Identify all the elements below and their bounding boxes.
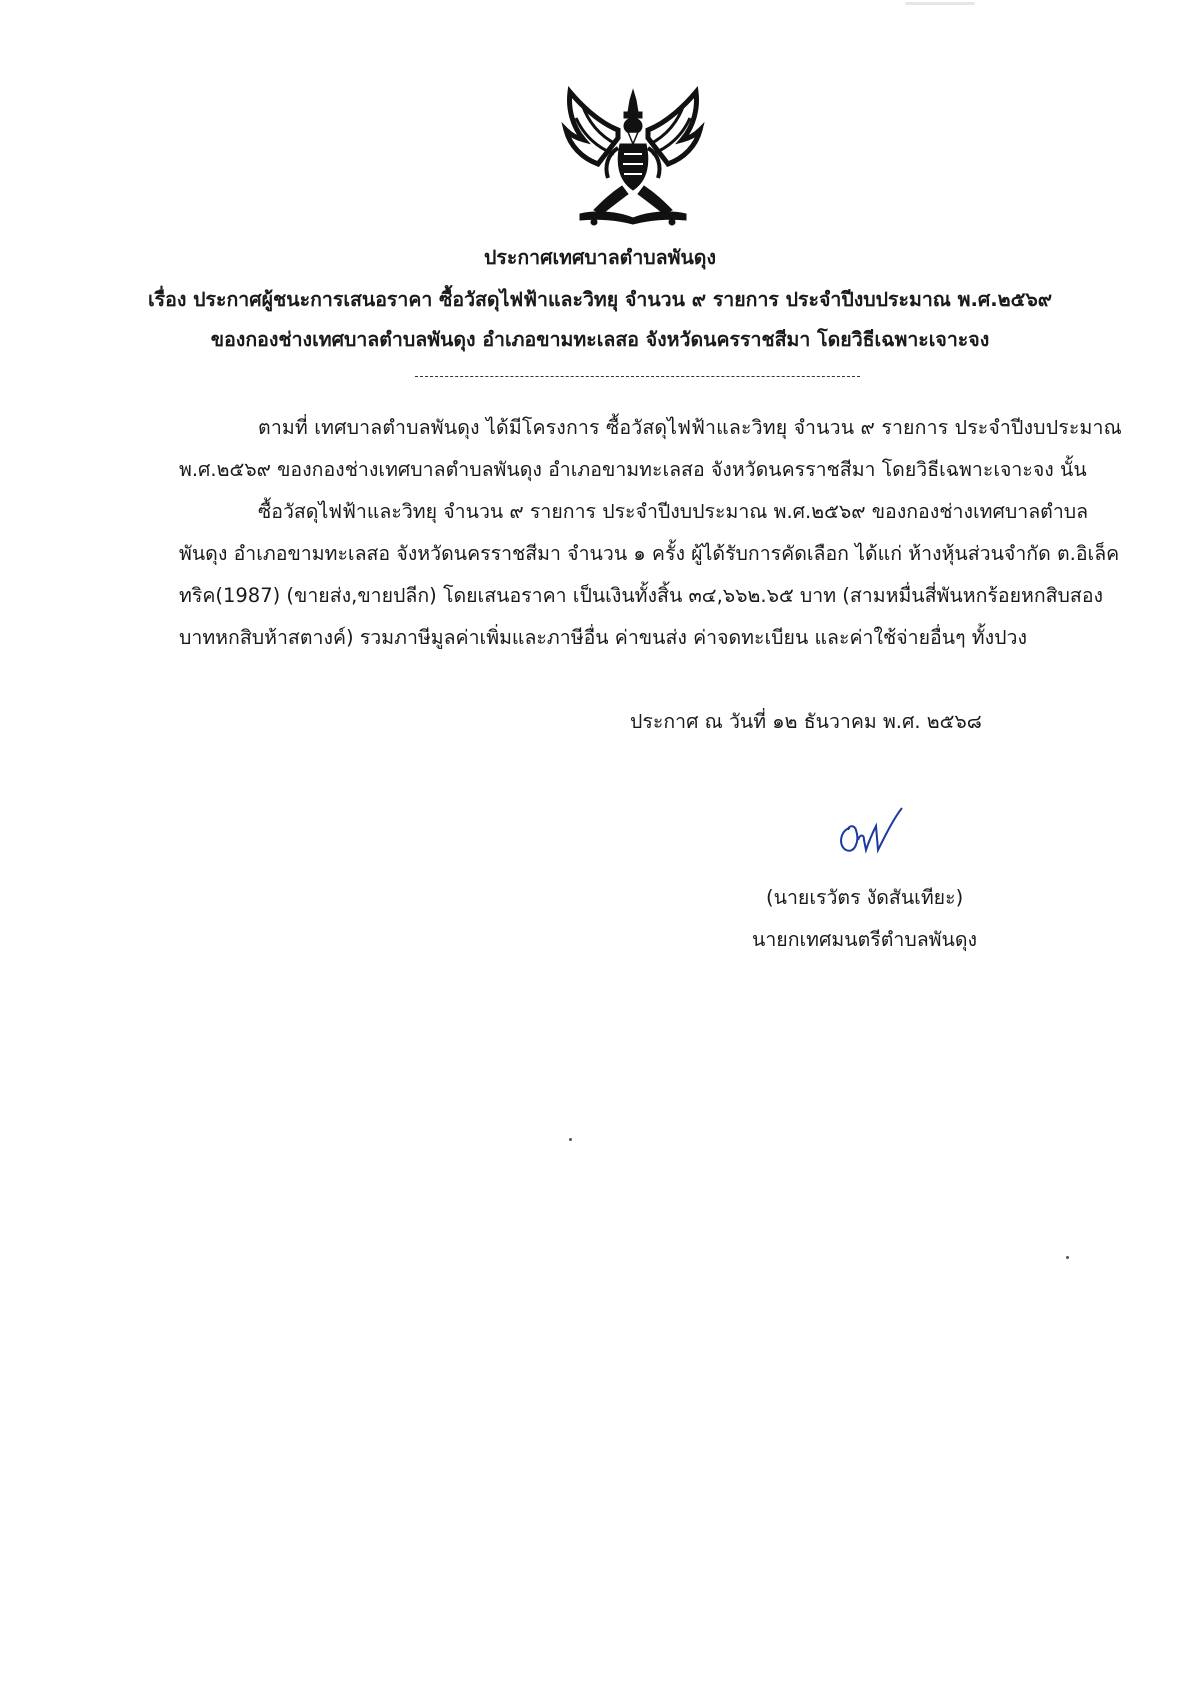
announcement-title: ประกาศเทศบาลตำบลพันดุง bbox=[484, 246, 716, 269]
paragraph-2-line-1: ซื้อวัสดุไฟฟ้าและวิทยุ จำนวน ๙ รายการ ประจำปีงบประมาณ พ.ศ.๒๕๖๙ ของกองช่างเทศบาลตำบล bbox=[258, 500, 1089, 523]
signer-position: นายกเทศมนตรีตำบลพันดุง bbox=[752, 928, 978, 951]
paragraph-1-line-2: พ.ศ.๒๕๖๙ ของกองช่างเทศบาลตำบลพันดุง อำเภอขามทะเลสอ จังหวัดนครราชสีมา โดยวิธีเฉพาะเจาะจง นั้น bbox=[179, 458, 1087, 481]
signature-image bbox=[830, 800, 910, 870]
signer-name: (นายเรวัตร งัดสันเทียะ) bbox=[766, 886, 964, 909]
paragraph-1-line-1: ตามที่ เทศบาลตำบลพันดุง ได้มีโครงการ ซื้อวัสดุไฟฟ้าและวิทยุ จำนวน ๙ รายการ ประจำปีงบประมาณ bbox=[258, 416, 1122, 439]
paragraph-2-line-4: บาทหกสิบห้าสตางค์) รวมภาษีมูลค่าเพิ่มและภาษีอื่น ค่าขนส่ง ค่าจดทะเบียน และค่าใช้จ่ายอื่นๆ ทั้งปวง bbox=[179, 626, 1027, 649]
scan-speck bbox=[1066, 1256, 1069, 1259]
announcement-date: ประกาศ ณ วันที่ ๑๒ ธันวาคม พ.ศ. ๒๕๖๘ bbox=[630, 710, 982, 733]
divider-line bbox=[415, 376, 860, 377]
scan-speck bbox=[569, 1138, 572, 1141]
scan-artifact bbox=[905, 2, 975, 5]
paragraph-2-line-2: พันดุง อำเภอขามทะเลสอ จังหวัดนครราชสีมา จำนวน ๑ ครั้ง ผู้ได้รับการคัดเลือก ได้แก่ ห้างหุ้นส่วนจำกัด ต.อิเล็ค bbox=[179, 542, 1120, 565]
subject-line-2: ของกองช่างเทศบาลตำบลพันดุง อำเภอขามทะเลสอ จังหวัดนครราชสีมา โดยวิธีเฉพาะเจาะจง bbox=[210, 328, 990, 351]
paragraph-2-line-3: ทริค(1987) (ขายส่ง,ขายปลีก) โดยเสนอราคา เป็นเงินทั้งสิ้น ๓๔,๖๖๒.๖๕ บาท (สามหมื่นสี่พันหกร้อยหกสิบสอง bbox=[179, 584, 1104, 607]
garuda-emblem-icon bbox=[558, 82, 708, 232]
subject-line-1: เรื่อง ประกาศผู้ชนะการเสนอราคา ซื้อวัสดุไฟฟ้าและวิทยุ จำนวน ๙ รายการ ประจำปีงบประมาณ พ.ศ.๒๕๖๙ bbox=[148, 288, 1052, 311]
